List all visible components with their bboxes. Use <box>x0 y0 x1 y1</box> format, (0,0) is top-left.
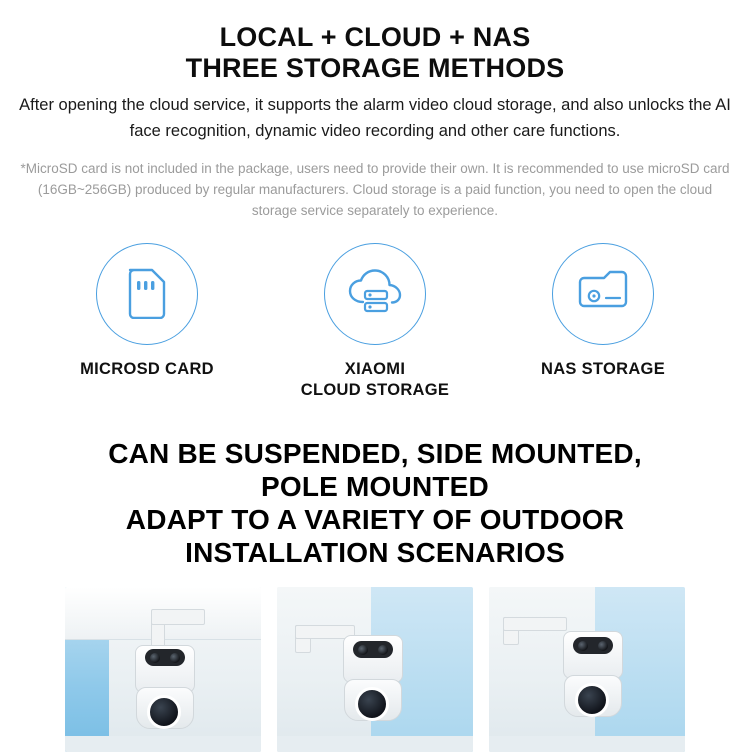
storage-item-nas <box>528 243 678 380</box>
storage-footnote: *MicroSD card is not included in the package, users need to provide their own. It is recommended to use microSD card (16GB~256GB) produced by regular manufacturers. Cloud storage is a paid function, you need to open the cloud storage service separately to experience. <box>20 161 730 218</box>
mounting-headline-line3: ADAPT TO A VARIETY OF OUTDOOR <box>125 504 625 535</box>
storage-label-nas <box>528 359 678 380</box>
storage-label-cloud <box>300 359 450 401</box>
storage-label-microsd <box>72 359 222 380</box>
storage-methods-row <box>0 243 750 401</box>
storage-item-microsd <box>72 243 222 380</box>
mounting-headline <box>0 437 750 569</box>
mounting-photo-row <box>0 587 750 752</box>
storage-label-microsd-line1: MICROSD CARD <box>80 360 214 378</box>
pole-mount-photo <box>489 587 685 752</box>
mounting-headline-line4: INSTALLATION SCENARIOS <box>185 537 565 568</box>
storage-headline <box>0 0 750 84</box>
storage-label-nas-line1: NAS STORAGE <box>540 360 665 378</box>
cloud-icon-circle <box>324 243 426 345</box>
storage-subcopy: After opening the cloud service, it supports the alarm video cloud storage, and also unlocks the AI face recognition, dynamic video recording and other care functions. <box>19 96 731 140</box>
storage-headline-line2: THREE STORAGE METHODS <box>185 53 565 83</box>
nas-storage-icon <box>574 268 632 321</box>
mounting-headline-line2: POLE MOUNTED <box>261 471 489 502</box>
microsd-card-icon <box>122 265 172 324</box>
storage-item-cloud <box>300 243 450 401</box>
mounting-headline-line1: CAN BE SUSPENDED, SIDE MOUNTED, <box>108 438 642 469</box>
ceiling-suspended-mount-photo <box>65 587 261 752</box>
storage-label-cloud-line1: XIAOMI <box>344 360 406 378</box>
cloud-storage-icon <box>346 266 404 323</box>
storage-headline-line1: LOCAL + CLOUD + NAS <box>219 22 531 52</box>
nas-icon-circle <box>552 243 654 345</box>
storage-label-cloud-line2: CLOUD STORAGE <box>300 381 450 399</box>
wall-side-mount-photo <box>277 587 473 752</box>
microsd-icon-circle <box>96 243 198 345</box>
